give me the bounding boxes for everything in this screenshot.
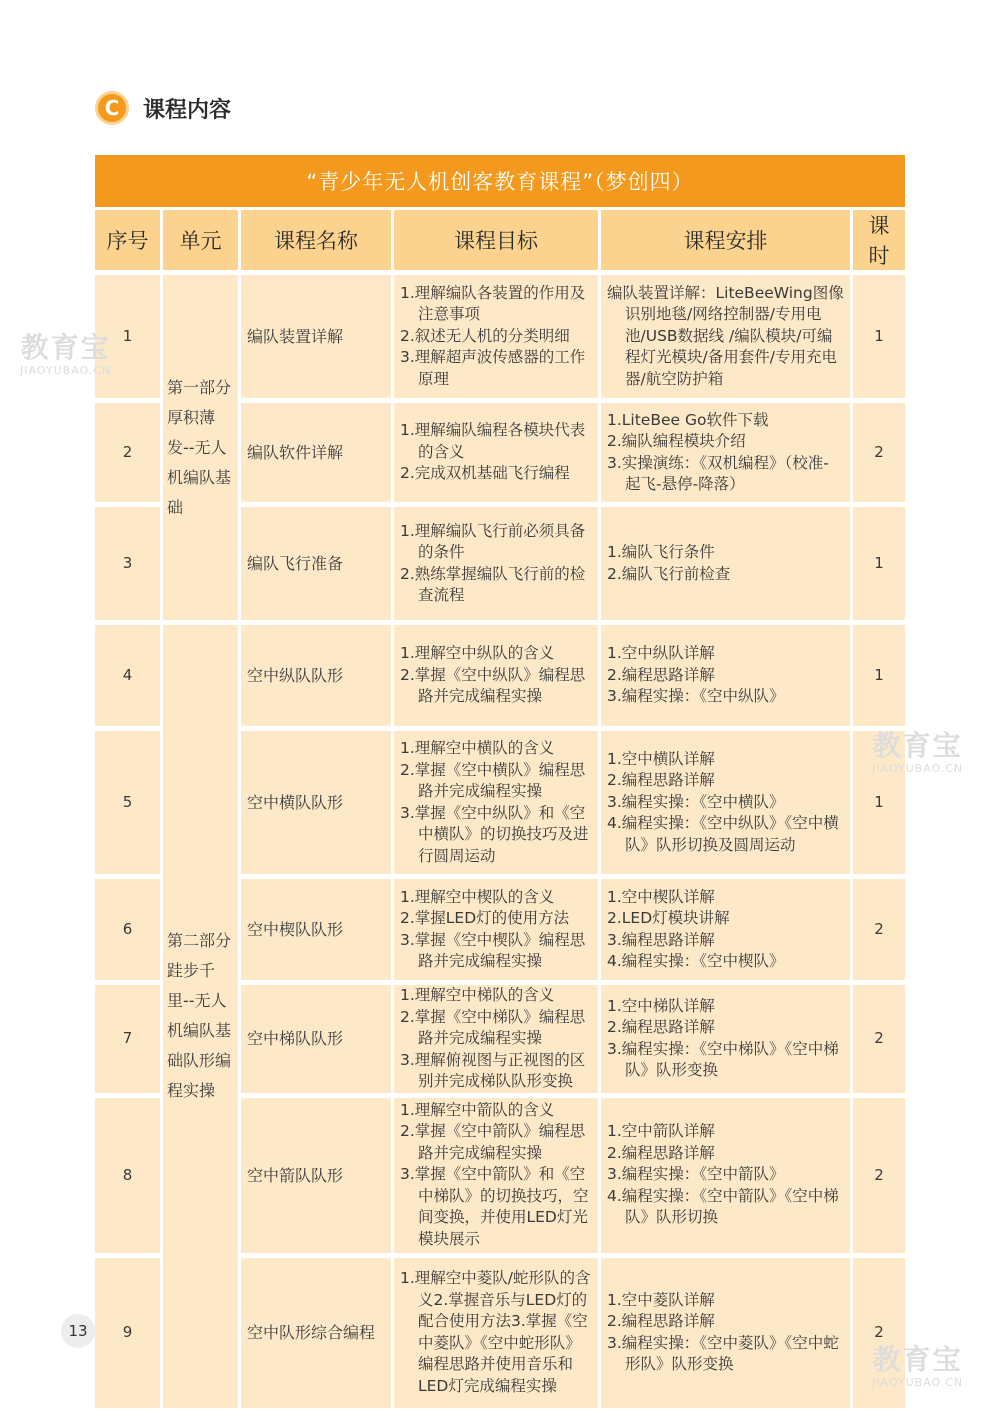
goal-item: 2.掌握《空中梯队》编程思路并完成编程实操 [400,1007,586,1047]
plan-item: 3.实操演练：《双机编程》（校准-起飞-悬停-降落） [607,453,829,493]
course-goal-cell [394,879,601,985]
course-name-cell: 空中箭队队形 [241,1098,394,1258]
section-c-icon: C [95,91,129,125]
goal-item: 3.掌握《空中楔队》编程思路并完成编程实操 [400,930,586,970]
goal-item: 1.理解编队飞行前必须具备的条件 [400,521,586,561]
row-number-cell: 1 [95,275,163,403]
row-number-cell: 5 [95,731,163,879]
course-table [95,155,905,1413]
goal-item: 3.理解超声波传感器的工作原理 [400,348,586,388]
watermark-sub: JIAOYUBAO.CN [872,1376,964,1389]
plan-item: 1.空中纵队详解 [607,644,715,663]
course-name-cell: 空中横队队形 [241,731,394,879]
section-title: 课程内容 [143,97,232,123]
row-number-cell: 6 [95,879,163,985]
goal-item: 1.理解空中楔队的含义 [400,887,555,906]
course-goal-cell [394,1258,601,1413]
hours-cell: 2 [853,403,905,507]
plan-item: 2.编程思路详解 [607,1143,715,1162]
goal-item: 3.掌握《空中纵队》和《空中横队》的切换技巧及进行圆周运动 [400,803,589,865]
course-plan-cell [601,507,853,625]
course-plan-cell [601,1098,853,1258]
course-goal-cell [394,731,601,879]
goal-item: 2.熟练掌握编队飞行前的检查流程 [400,564,586,604]
plan-item: 2.编队编程模块介绍 [607,432,746,450]
plan-item: 2.编程思路详解 [607,1018,715,1037]
watermark-sub: JIAOYUBAO.CN [872,762,964,775]
plan-item: 编队装置详解：LiteBeeWing图像识别地毯/网络控制器/专用电池/USB数据线 /编队模块/可编程灯光模块/备用套件/专用充电器/航空防护箱 [607,283,844,388]
unit-cell: 第二部分跬步千里--无人机编队基础队形编程实操 [163,625,241,1413]
course-name-cell: 空中队形综合编程 [241,1258,394,1413]
course-goal-cell [394,403,601,507]
hours-cell: 2 [853,1258,905,1413]
course-goal-cell [394,625,601,731]
plan-item: 1.空中梯队详解 [607,996,715,1015]
row-number-cell: 8 [95,1098,163,1258]
course-name-cell: 空中楔队队形 [241,879,394,985]
goal-item: 1.理解空中纵队的含义 [400,644,555,663]
course-plan-cell [601,731,853,879]
course-goal-cell [394,985,601,1098]
plan-item: 1.空中箭队详解 [607,1122,715,1141]
plan-item: 2.编程思路详解 [607,1312,715,1330]
plan-item: 4.编程实操：《空中箭队》《空中梯队》队形切换 [607,1186,839,1227]
table-body [95,275,905,1413]
section-header [95,88,231,128]
watermark-main: 教育宝 [20,331,111,364]
row-number-cell: 2 [95,403,163,507]
course-name-cell: 空中纵队队形 [241,625,394,731]
header-plan: 课程安排 [601,210,853,275]
course-plan-cell [601,1258,853,1413]
course-name-cell: 编队飞行准备 [241,507,394,625]
course-goal-cell [394,275,601,403]
plan-item: 1.LiteBee Go软件下载 [607,410,769,429]
row-number-cell: 4 [95,625,163,731]
goal-item: 3.理解俯视图与正视图的区别并完成梯队队形变换 [400,1050,586,1090]
row-number-cell: 3 [95,507,163,625]
plan-item: 2.LED灯模块讲解 [607,909,730,927]
course-plan-cell [601,275,853,403]
goal-item: 2.完成双机基础飞行编程 [400,464,570,483]
hours-cell: 2 [853,1098,905,1258]
hours-cell: 1 [853,275,905,403]
plan-item: 1.空中楔队详解 [607,887,715,906]
goal-item: 2.掌握《空中纵队》编程思路并完成编程实操 [400,665,586,706]
plan-item: 1.空中菱队详解 [607,1290,715,1309]
course-goal-cell [394,1098,601,1258]
page-number: 13 [61,1314,95,1348]
plan-item: 4.编程实操：《空中纵队》《空中横队》队形切换及圆周运动 [607,814,839,854]
goal-item: 1.理解空中梯队的含义 [400,986,555,1004]
table-row [95,625,905,731]
goal-item: 3.掌握《空中箭队》和《空中梯队》的切换技巧，空间变换，并使用LED灯光模块展示 [400,1165,589,1248]
header-unit: 单元 [163,210,241,275]
goal-item: 1.理解编队各装置的作用及注意事项 [400,283,586,324]
watermark-main: 教育宝 [872,729,963,762]
hours-cell: 2 [853,879,905,985]
goal-item: 1.理解空中横队的含义 [400,739,555,757]
hours-cell: 2 [853,985,905,1098]
course-name-cell: 编队装置详解 [241,275,394,403]
plan-item: 3.编程实操：《空中菱队》《空中蛇形队》队形变换 [607,1333,839,1373]
course-goal-cell [394,507,601,625]
goal-item: 1.理解编队编程各模块代表的含义 [400,421,586,461]
unit-cell: 第一部分厚积薄发--无人机编队基础 [163,275,241,625]
plan-item: 2.编程思路详解 [607,665,715,684]
plan-item: 3.编程实操：《空中纵队》 [607,687,785,706]
watermark-main: 教育宝 [872,1343,963,1376]
goal-item: 1.理解空中菱队/蛇形队的含义2.掌握音乐与LED灯的配合使用方法3.掌握《空中菱队》《空中蛇形队》编程思路并使用音乐和LED灯完成编程实操 [400,1269,591,1395]
course-name-cell: 编队软件详解 [241,403,394,507]
course-plan-cell [601,879,853,985]
table-title: “青少年无人机创客教育课程”（梦创四） [95,155,905,210]
goal-item: 2.掌握《空中横队》编程思路并完成编程实操 [400,760,586,800]
table-header-row [95,210,905,275]
plan-item: 1.编队飞行条件 [607,543,715,561]
plan-item: 1.空中横队详解 [607,749,715,768]
row-number-cell: 7 [95,985,163,1098]
course-plan-cell [601,403,853,507]
hours-cell: 1 [853,507,905,625]
header-course-name: 课程名称 [241,210,394,275]
plan-item: 3.编程实操：《空中横队》 [607,792,785,811]
table-title-row [95,155,905,210]
plan-item: 2.编程思路详解 [607,771,715,790]
row-number-cell: 9 [95,1258,163,1413]
plan-item: 3.编程思路详解 [607,930,715,949]
header-goal: 课程目标 [394,210,601,275]
goal-item: 2.叙述无人机的分类明细 [400,326,570,345]
course-plan-cell [601,985,853,1098]
course-name-cell: 空中梯队队形 [241,985,394,1098]
hours-cell: 1 [853,625,905,731]
goal-item: 1.理解空中箭队的含义 [400,1100,555,1119]
goal-item: 2.掌握《空中箭队》编程思路并完成编程实操 [400,1122,586,1162]
goal-item: 2.掌握LED灯的使用方法 [400,909,570,927]
header-hours: 课时 [853,210,905,275]
plan-item: 4.编程实操：《空中楔队》 [607,952,785,970]
course-plan-cell [601,625,853,731]
header-num: 序号 [95,210,163,275]
plan-item: 3.编程实操：《空中箭队》 [607,1165,785,1184]
plan-item: 3.编程实操：《空中梯队》《空中梯队》队形变换 [607,1039,839,1080]
plan-item: 2.编队飞行前检查 [607,564,731,583]
hours-cell: 1 [853,731,905,879]
table-row [95,275,905,403]
watermark-sub: JIAOYUBAO.CN [20,364,112,377]
